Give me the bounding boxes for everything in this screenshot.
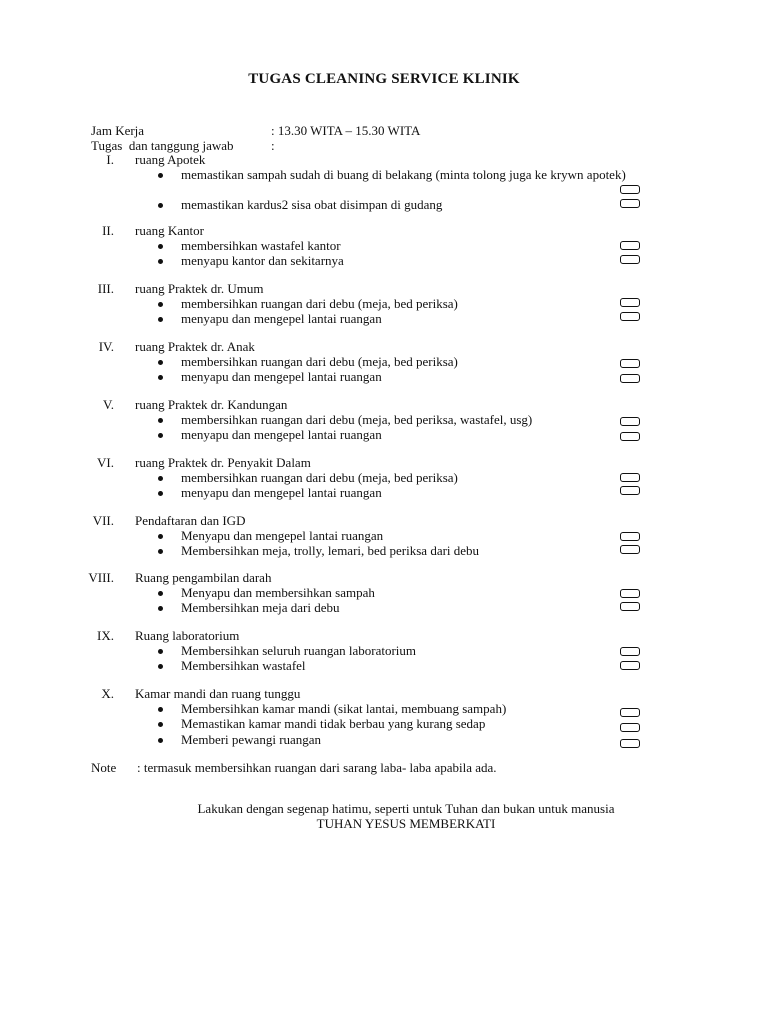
bullet-icon	[158, 534, 163, 539]
task-text: Membersihkan meja dari debu	[181, 600, 340, 615]
section-title: ruang Praktek dr. Anak	[135, 339, 255, 354]
task-text: membersihkan wastafel kantor	[181, 238, 341, 253]
checkbox[interactable]	[620, 647, 640, 656]
task-text: Membersihkan kamar mandi (sikat lantai, membuang sampah)	[181, 701, 507, 716]
section-number: X.	[101, 686, 114, 701]
bullet-icon	[158, 203, 163, 208]
task-text: menyapu kantor dan sekitarnya	[181, 253, 344, 268]
bullet-icon	[158, 375, 163, 380]
task-text: menyapu dan mengepel lantai ruangan	[181, 485, 382, 500]
section-title: Ruang pengambilan darah	[135, 570, 272, 585]
section-title: ruang Praktek dr. Kandungan	[135, 397, 288, 412]
checkbox[interactable]	[620, 708, 640, 717]
section-title: Kamar mandi dan ruang tunggu	[135, 686, 301, 701]
bullet-icon	[158, 302, 163, 307]
section-number: VII.	[92, 513, 114, 528]
task-text: Membersihkan wastafel	[181, 658, 306, 673]
bullet-icon	[158, 664, 163, 669]
task-text: membersihkan ruangan dari debu (meja, bed periksa, wastafel, usg)	[181, 412, 533, 427]
section-title: Ruang laboratorium	[135, 628, 240, 643]
bullet-icon	[158, 476, 163, 481]
task-text: Memastikan kamar mandi tidak berbau yang kurang sedap	[181, 716, 486, 731]
checkbox[interactable]	[620, 473, 640, 482]
section-number: I.	[106, 152, 114, 167]
task-text: menyapu dan mengepel lantai ruangan	[181, 427, 382, 442]
bullet-icon	[158, 707, 163, 712]
section-title: ruang Praktek dr. Penyakit Dalam	[135, 455, 311, 470]
checkbox[interactable]	[620, 255, 640, 264]
section-number: VIII.	[88, 570, 114, 585]
checkbox[interactable]	[620, 661, 640, 670]
checkbox[interactable]	[620, 432, 640, 441]
checkbox[interactable]	[620, 185, 640, 194]
task-text: Membersihkan meja, trolly, lemari, bed periksa dari debu	[181, 543, 480, 558]
task-text: Menyapu dan mengepel lantai ruangan	[181, 528, 384, 543]
checkbox[interactable]	[620, 532, 640, 541]
checkbox[interactable]	[620, 298, 640, 307]
checkbox[interactable]	[620, 199, 640, 208]
task-text: menyapu dan mengepel lantai ruangan	[181, 369, 382, 384]
task-text: memastikan kardus2 sisa obat disimpan di gudang	[181, 197, 443, 212]
section-title: Pendaftaran dan IGD	[135, 513, 246, 528]
checkbox[interactable]	[620, 602, 640, 611]
work-hours-value: : 13.30 WITA – 15.30 WITA	[271, 123, 421, 138]
duties-label: Tugas dan tanggung jawab	[91, 138, 234, 153]
bullet-icon	[158, 259, 163, 264]
work-hours-label: Jam Kerja	[91, 123, 145, 138]
bullet-icon	[158, 433, 163, 438]
section-number: II.	[102, 223, 114, 238]
section-number: V.	[103, 397, 114, 412]
checkbox[interactable]	[620, 312, 640, 321]
section-number: VI.	[97, 455, 114, 470]
checkbox[interactable]	[620, 417, 640, 426]
bullet-icon	[158, 591, 163, 596]
bullet-icon	[158, 244, 163, 249]
checkbox[interactable]	[620, 374, 640, 383]
bullet-icon	[158, 360, 163, 365]
bullet-icon	[158, 738, 163, 743]
section-number: IV.	[98, 339, 114, 354]
bullet-icon	[158, 549, 163, 554]
section-title: ruang Apotek	[135, 152, 206, 167]
note-text: : termasuk membersihkan ruangan dari sarang laba- laba apabila ada.	[137, 760, 497, 775]
bullet-icon	[158, 606, 163, 611]
section-number: IX.	[97, 628, 114, 643]
note-label: Note	[91, 760, 117, 775]
checkbox[interactable]	[620, 241, 640, 250]
task-text: membersihkan ruangan dari debu (meja, bed periksa)	[181, 470, 458, 485]
task-text: membersihkan ruangan dari debu (meja, bed periksa)	[181, 296, 458, 311]
closing-line: Lakukan dengan segenap hatimu, seperti untuk Tuhan dan bukan untuk manusia	[197, 801, 615, 816]
section-title: ruang Kantor	[135, 223, 204, 238]
section-number: III.	[97, 281, 114, 296]
checkbox[interactable]	[620, 486, 640, 495]
task-text: Memberi pewangi ruangan	[181, 732, 322, 747]
bullet-icon	[158, 722, 163, 727]
checkbox[interactable]	[620, 359, 640, 368]
task-text: Membersihkan seluruh ruangan laboratorium	[181, 643, 417, 658]
document-title: TUGAS CLEANING SERVICE KLINIK	[248, 71, 520, 87]
checkbox[interactable]	[620, 589, 640, 598]
bullet-icon	[158, 173, 163, 178]
duties-value: :	[271, 138, 275, 153]
bullet-icon	[158, 317, 163, 322]
bullet-icon	[158, 418, 163, 423]
task-text: menyapu dan mengepel lantai ruangan	[181, 311, 382, 326]
closing-blessing: TUHAN YESUS MEMBERKATI	[316, 816, 496, 831]
task-text: Menyapu dan membersihkan sampah	[181, 585, 375, 600]
task-text: membersihkan ruangan dari debu (meja, bed periksa)	[181, 354, 458, 369]
checkbox[interactable]	[620, 739, 640, 748]
bullet-icon	[158, 649, 163, 654]
checkbox[interactable]	[620, 545, 640, 554]
checkbox[interactable]	[620, 723, 640, 732]
section-title: ruang Praktek dr. Umum	[135, 281, 264, 296]
bullet-icon	[158, 491, 163, 496]
task-text: memastikan sampah sudah di buang di belakang (minta tolong juga ke krywn apotek)	[181, 167, 626, 182]
